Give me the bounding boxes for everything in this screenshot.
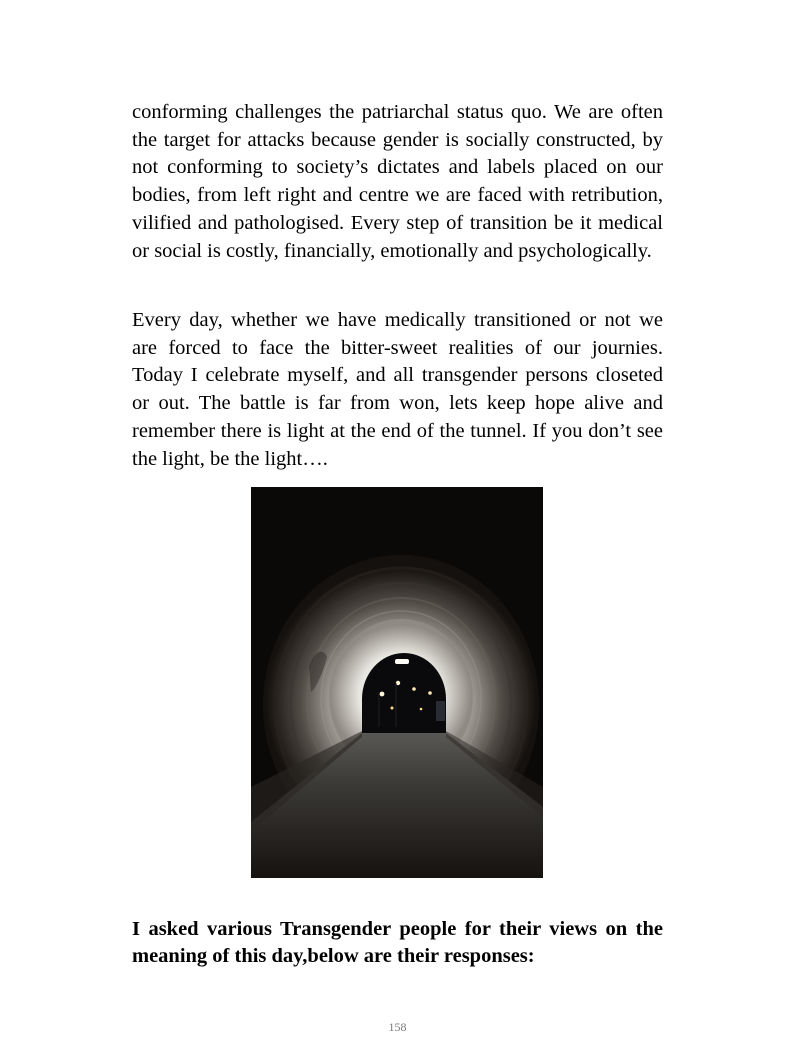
closing-paragraph: [132, 916, 663, 970]
paragraph-text: conforming challenges the patriarchal status quo. We are often the target for attacks because gender is socially constructed, by not conforming to society’s dictates and labels placed on our bodies, from left right and centre we are faced with retribution, vilified and pathologised. Every step of transition be it medical or social is costly, financially, emotionally and psychologically.: [132, 101, 663, 262]
page-number: 158: [388, 1020, 407, 1034]
bold-intro-text: I asked various Transgender people for their views on the meaning of this day,below are their responses:: [132, 918, 663, 967]
paragraph-text: Every day, whether we have medically transitioned or not we are forced to face the bitter-sweet realities of our journies. Today I celebrate myself, and all transgender persons closeted or out. The battle is far from won, lets keep hope alive and remember there is light at the end of the tunnel. If you don’t see the light, be the light….: [132, 309, 663, 470]
body-paragraph-2: [132, 307, 663, 473]
body-paragraph-1: [132, 99, 663, 265]
tunnel-photo-illustration: [251, 487, 543, 878]
tunnel-photo: [251, 487, 543, 878]
